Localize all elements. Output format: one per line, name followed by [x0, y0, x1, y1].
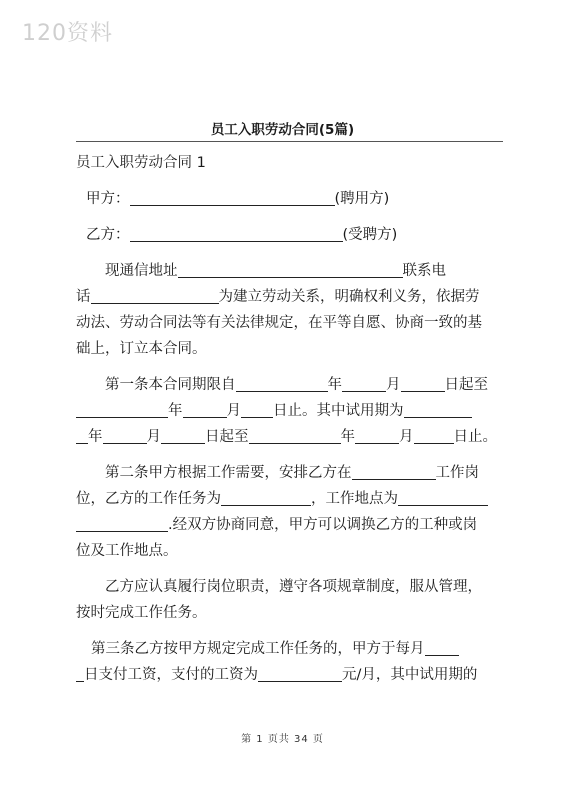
text: .经双方协商同意，甲方可以调换乙方的工种或岗 — [168, 517, 478, 533]
text: 元/月，其中试用期的 — [342, 667, 478, 683]
text: 月 — [226, 403, 241, 419]
blank — [76, 513, 168, 532]
document-title: 员工入职劳动合同(5篇) — [210, 122, 355, 138]
post-blank — [352, 461, 436, 480]
p3-line-1 — [76, 460, 506, 486]
text: 位，乙方的工作任务为 — [76, 491, 221, 507]
watermark: 120资料 — [22, 21, 113, 46]
p1-line-4 — [76, 336, 506, 362]
party-b-line — [76, 222, 506, 248]
text: 年 — [327, 377, 342, 393]
text: 年 — [88, 429, 103, 445]
blank — [161, 425, 205, 444]
address-blank — [178, 259, 403, 278]
location-blank — [398, 487, 488, 506]
party-a-label: 甲方： — [86, 191, 130, 207]
text: 日起至 — [444, 377, 488, 393]
phone-blank — [91, 285, 219, 304]
text: 月 — [399, 429, 414, 445]
text: 话 — [76, 289, 91, 305]
text: 第二条甲方根据工作需要，安排乙方在 — [105, 465, 352, 481]
p3-line-2 — [76, 486, 506, 512]
page-footer: 第 1 页共 34 页 — [241, 734, 324, 745]
text: 第三条乙方按甲方规定完成工作任务的，甲方于每月 — [91, 641, 425, 657]
p5-line-1 — [76, 636, 506, 662]
text: 为建立劳动关系，明确权利义务，依据劳 — [218, 289, 480, 305]
p1-line-3 — [76, 310, 506, 336]
blank — [401, 373, 445, 392]
section-heading — [76, 150, 506, 176]
text: 按时完成工作任务。 — [76, 605, 207, 621]
blank — [414, 425, 454, 444]
text: 日支付工资，支付的工资为 — [84, 667, 258, 683]
text: ，工作地点为 — [311, 491, 398, 507]
text: 日止。 — [453, 429, 497, 445]
text: 动法、劳动合同法等有关法律规定，在平等自愿、协商一致的基 — [76, 315, 482, 331]
pay-day-blank — [425, 637, 459, 656]
p2-line-3 — [76, 424, 506, 450]
text: 第一条本合同期限自 — [105, 377, 236, 393]
party-a-suffix: (聘用方) — [334, 191, 390, 207]
text: 年 — [168, 403, 183, 419]
party-a-line — [76, 186, 506, 212]
blank — [76, 425, 88, 444]
p1-line-1 — [76, 258, 506, 284]
blank — [236, 373, 328, 392]
party-b-blank — [130, 223, 343, 242]
p3-line-3 — [76, 512, 506, 538]
text: 乙方应认真履行岗位职责，遵守各项规章制度，服从管理， — [105, 579, 482, 595]
text: 工作岗 — [435, 465, 479, 481]
p4-line-1 — [76, 574, 506, 600]
p2-line-2 — [76, 398, 506, 424]
p2-line-1 — [76, 372, 506, 398]
p5-line-2 — [76, 662, 506, 688]
text: 位及工作地点。 — [76, 543, 178, 559]
text: 月 — [386, 377, 401, 393]
text: 现通信地址 — [105, 263, 178, 279]
blank — [76, 663, 84, 682]
text: 日起至 — [205, 429, 249, 445]
p3-line-4 — [76, 538, 506, 564]
p4-line-2 — [76, 600, 506, 626]
blank — [76, 399, 168, 418]
section-heading-text: 员工入职劳动合同 1 — [76, 155, 206, 171]
probation-blank — [404, 399, 472, 418]
task-blank — [221, 487, 311, 506]
title-divider — [76, 141, 503, 142]
blank — [241, 399, 273, 418]
document-body — [76, 150, 506, 688]
blank — [183, 399, 227, 418]
party-b-suffix: (受聘方) — [342, 227, 398, 243]
text: 月 — [146, 429, 161, 445]
blank — [355, 425, 399, 444]
blank — [249, 425, 341, 444]
text: 日止。其中试用期为 — [273, 403, 404, 419]
blank — [342, 373, 386, 392]
blank — [103, 425, 147, 444]
salary-blank — [258, 663, 342, 682]
text: 年 — [340, 429, 355, 445]
text: 础上，订立本合同。 — [76, 341, 207, 357]
party-b-label: 乙方： — [86, 227, 130, 243]
party-a-blank — [130, 187, 335, 206]
p1-line-2 — [76, 284, 506, 310]
text: 联系电 — [402, 263, 446, 279]
